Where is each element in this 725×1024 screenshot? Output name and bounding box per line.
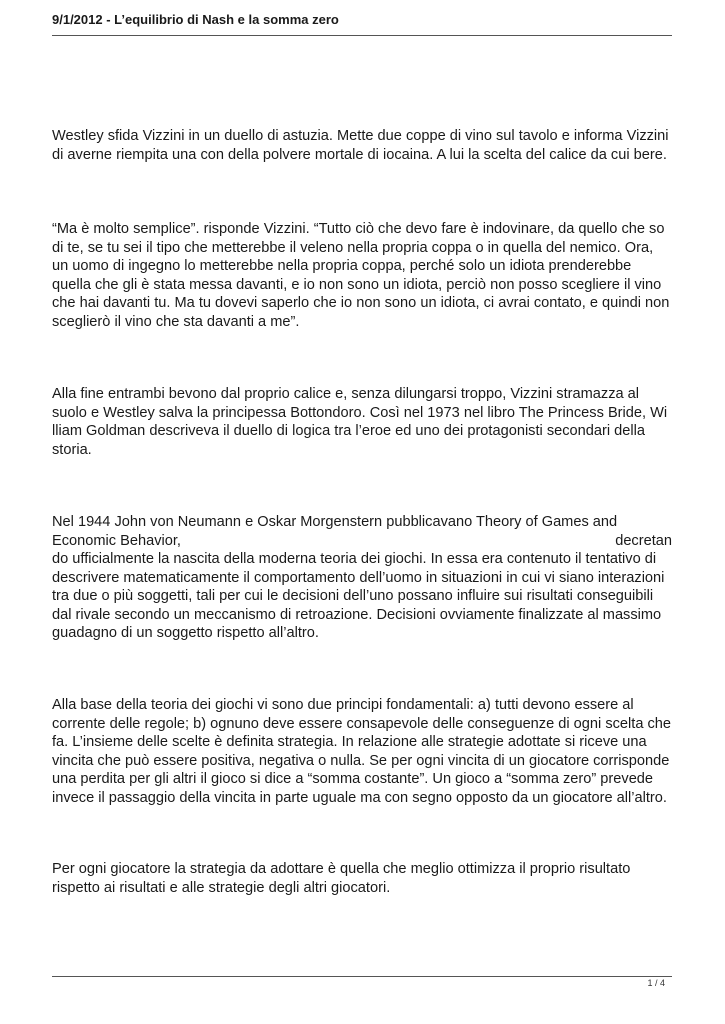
paragraph-line-start: Economic Behavior, [52,532,181,549]
paragraph-westley-duel: Westley sfida Vizzini in un duello di astuzia. Mette due coppe di vino sul tavolo e informa Vizzini di averne riempita una con della polvere mortale di iocaina. A lui la scelta del calice da cui bere. [52,128,669,163]
paragraph-princess-bride: Alla fine entrambi bevono dal proprio calice e, senza dilungarsi troppo, Vizzini stramazza al suolo e Westley salva la principessa Bottondoro. Così nel 1973 nel libro The Princess Bride, Wi lliam Goldman descriveva il duello di logica tra l’eroe ed uno dei protagonisti secondari della storia. [52,386,668,458]
header-divider [52,35,672,36]
paragraph-line [52,532,672,551]
paragraph-line-end: decretan [615,532,672,549]
paragraph-strategy: Per ogni giocatore la strategia da adottare è quella che meglio ottimizza il proprio risultato rispetto ai risultati e alle strategie degli altri giocatori. [52,861,631,896]
paragraph-vizzini-quote: “Ma è molto semplice”. risponde Vizzini. “Tutto ciò che devo fare è indovinare, da quello che so di te, se tu sei il tipo che metterebbe il veleno nella propria coppa o in quella del nemico. Ora, un uomo di ingegno lo metterebbe nella propria coppa, perché solo un idiota prenderebbe quella che gli è stata messa davanti, e io non sono un idiota, perciò non posso scegliere il vino che hai davanti tu. Ma tu dovevi saperlo che io non sono un idiota, ci avrai contato, e quindi non sceglierò il vino che sta davanti a me”. [52,221,670,330]
paragraph-game-theory-origin [52,513,672,643]
page-header-title: 9/1/2012 - L’equilibrio di Nash e la somma zero [52,12,339,27]
paragraph-line: do ufficialmente la nascita della moderna teoria dei giochi. In essa era contenuto il tentativo di descrivere matematicamente il comportamento dell’uomo in situazioni in cui vi siano interazioni tra due o più soggetti, tali per cui le decisioni dell’uno possano influire sui risultati conseguibili dal rivale secondo un meccanismo di retroazione. Decisioni ovviamente finalizzate al massimo guadagno di un soggetto rispetto all’altro. [52,551,665,641]
paragraph-principles: Alla base della teoria dei giochi vi sono due principi fondamentali: a) tutti devono essere al corrente delle regole; b) ognuno deve essere consapevole delle conseguenze di ogni scelta che fa. L’insieme delle scelte è definita strategia. In relazione alle strategie adottate si riceve una vincita che può essere positiva, negativa o nulla. Se per ogni vincita di un giocatore corrisponde una perdita per gli altri il gioco si dice a “somma costante”. Un gioco a “somma zero” prevede invece il passaggio della vincita in parte uguale ma con segno opposto da un giocatore all’altro. [52,697,672,806]
paragraph-line: Nel 1944 John von Neumann e Oskar Morgenstern pubblicavano Theory of Games and [52,514,618,530]
footer-divider [52,976,672,977]
page-number: 1 / 4 [647,978,665,988]
